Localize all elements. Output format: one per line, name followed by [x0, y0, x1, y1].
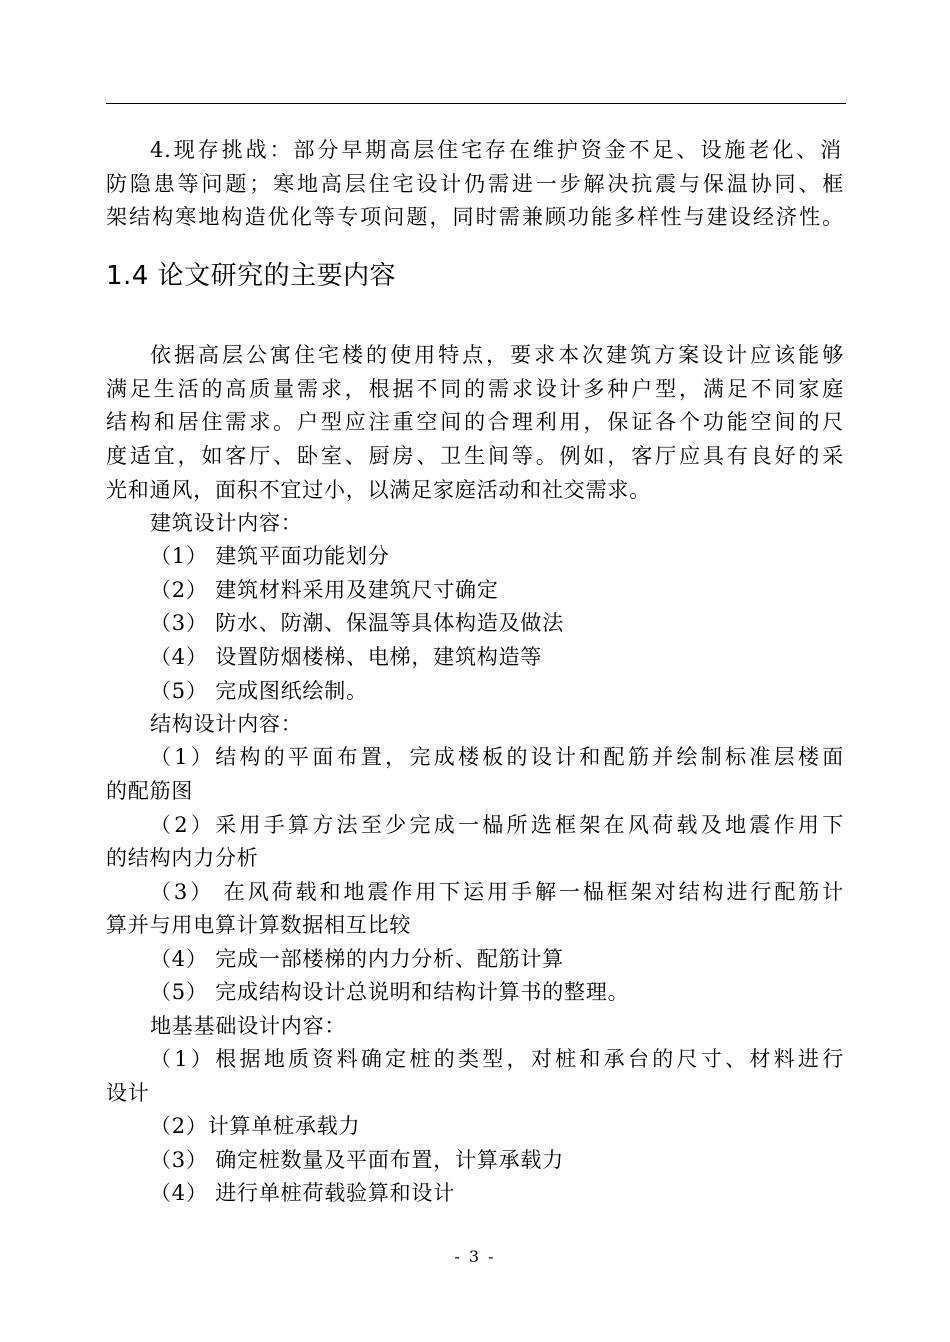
structure-line-5: （3） 在风荷载和地震作用下运用手解一榀框架对结构进行配筋计: [150, 880, 844, 904]
foundation-line-2: 设计: [106, 1081, 150, 1105]
foundation-line-3: （2）计算单桩承载力: [150, 1114, 361, 1138]
structure-line-2: 的配筋图: [106, 779, 194, 803]
intro-line-2: 满足生活的高质量需求，根据不同的需求设计多种户型，满足不同家庭: [106, 377, 844, 401]
structure-line-4: 的结构内力分析: [106, 846, 259, 870]
challenge-line-1: 4.现存挑战：部分早期高层住宅存在维护资金不足、设施老化、消: [150, 138, 842, 162]
architecture-item-4: （4） 设置防烟楼梯、电梯，建筑构造等: [150, 645, 543, 669]
intro-line-4: 度适宜，如客厅、卧室、厨房、卫生间等。例如，客厅应具有良好的采: [106, 444, 844, 468]
architecture-item-3: （3） 防水、防潮、保温等具体构造及做法: [150, 611, 565, 635]
section-heading: 1.4 论文研究的主要内容: [106, 261, 397, 291]
architecture-title: 建筑设计内容：: [150, 511, 303, 535]
architecture-item-5: （5） 完成图纸绘制。: [150, 679, 368, 703]
structure-line-3: （2）采用手算方法至少完成一榀所选框架在风荷载及地震作用下: [150, 813, 844, 837]
structure-line-6: 算并与用电算计算数据相互比较: [106, 913, 412, 937]
foundation-line-4: （3） 确定桩数量及平面布置，计算承载力: [150, 1148, 565, 1172]
foundation-title: 地基基础设计内容：: [150, 1014, 347, 1038]
architecture-item-2: （2） 建筑材料采用及建筑尺寸确定: [150, 578, 499, 602]
structure-line-7: （4） 完成一部楼梯的内力分析、配筋计算: [150, 947, 565, 971]
page-number: - 3 -: [454, 1247, 496, 1266]
challenge-line-2: 防隐患等问题；寒地高层住宅设计仍需进一步解决抗震与保温协同、框: [106, 172, 844, 196]
intro-line-5: 光和通风，面积不宜过小，以满足家庭活动和社交需求。: [106, 478, 651, 502]
structure-line-8: （5） 完成结构设计总说明和结构计算书的整理。: [150, 980, 630, 1004]
intro-line-1: 依据高层公寓住宅楼的使用特点，要求本次建筑方案设计应该能够: [150, 343, 844, 367]
challenge-line-3: 架结构寒地构造优化等专项问题，同时需兼顾功能多样性与建设经济性。: [106, 205, 844, 229]
intro-line-3: 结构和居住需求。户型应注重空间的合理利用，保证各个功能空间的尺: [106, 410, 844, 434]
structure-title: 结构设计内容：: [150, 712, 303, 736]
architecture-item-1: （1） 建筑平面功能划分: [150, 544, 390, 568]
foundation-line-1: （1）根据地质资料确定桩的类型，对桩和承台的尺寸、材料进行: [150, 1047, 844, 1071]
structure-line-1: （1）结构的平面布置，完成楼板的设计和配筋并绘制标准层楼面: [150, 745, 844, 769]
foundation-line-5: （4） 进行单桩荷载验算和设计: [150, 1181, 456, 1205]
header-rule: [106, 103, 846, 104]
